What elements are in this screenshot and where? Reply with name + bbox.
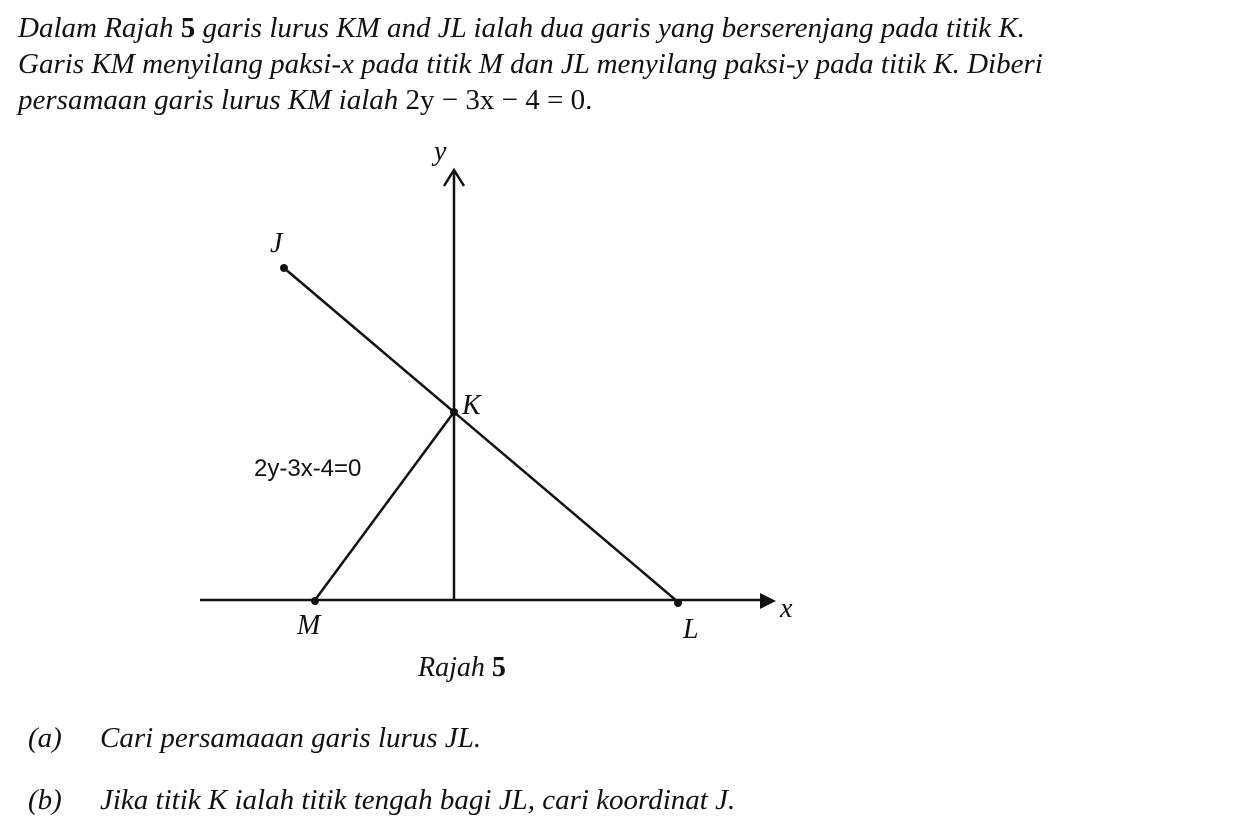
- line-KM-equation: 2y-3x-4=0: [254, 455, 362, 482]
- label-L: L: [683, 614, 699, 645]
- point-K: [450, 408, 458, 416]
- label-M: M: [297, 610, 321, 641]
- question-b-label: (b): [28, 784, 62, 816]
- point-M: [311, 597, 319, 605]
- statement-line-1: Dalam Rajah 5 garis lurus KM and JL ialah dua garis yang berserenjang pada titik K.: [18, 12, 1025, 44]
- point-L: [674, 599, 682, 607]
- statement-line-3: persamaan garis lurus KM ialah 2y − 3x − 4 = 0.: [18, 84, 593, 116]
- question-a-label: (a): [28, 722, 62, 754]
- statement-line-2: Garis KM menyilang paksi-x pada titik M dan JL menyilang paksi-y pada titik K. Diberi: [18, 48, 1043, 80]
- question-b: [28, 784, 735, 817]
- label-K: K: [462, 390, 481, 421]
- label-J: J: [270, 228, 283, 259]
- point-J: [280, 264, 288, 272]
- question-a: [28, 722, 481, 755]
- question-b-text: Jika titik K ialah titik tengah bagi JL, cari koordinat J.: [100, 784, 736, 816]
- question-a-text: Cari persamaaan garis lurus JL.: [100, 722, 482, 754]
- x-axis-arrowhead: [760, 593, 776, 609]
- line-KM: [315, 412, 454, 600]
- y-axis-label: y: [434, 136, 447, 167]
- line-JL: [284, 268, 678, 602]
- figure-caption: Rajah 5: [418, 652, 506, 683]
- x-axis-label: x: [780, 593, 793, 624]
